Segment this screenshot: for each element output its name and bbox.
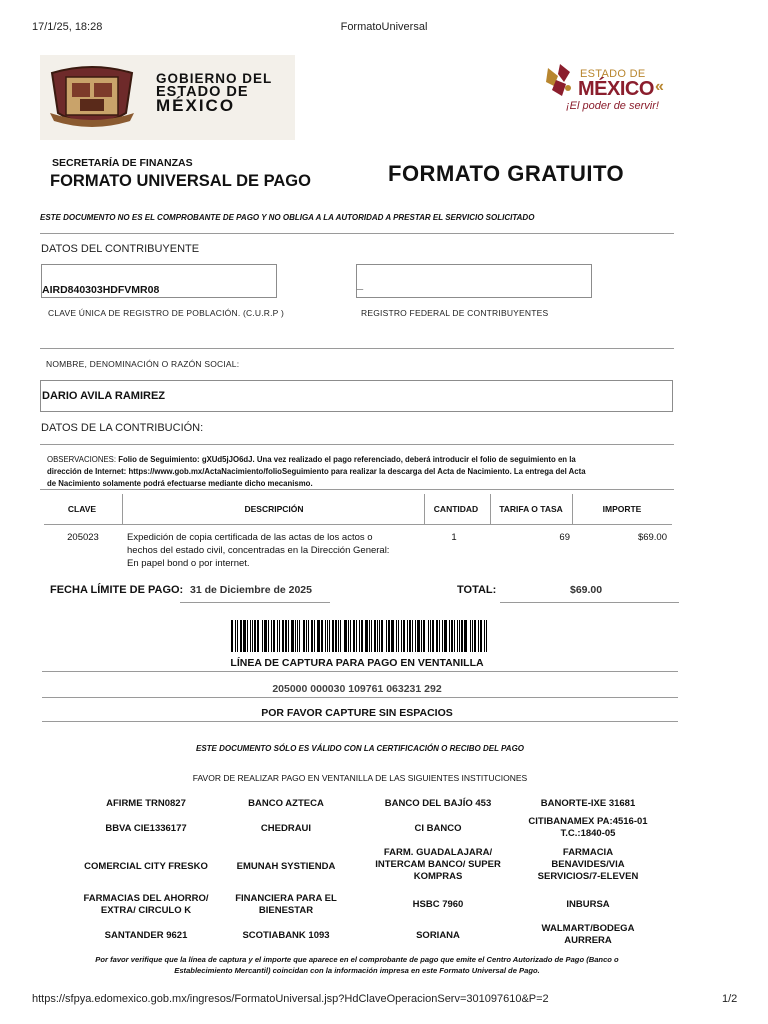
barcode-bar [470,620,471,652]
barcode-bar [472,620,473,652]
barcode-bar [271,620,272,652]
barcode-bar [459,620,460,652]
table-row [44,528,672,572]
barcode-bar [398,620,399,652]
th-cantidad: CANTIDAD [433,504,479,514]
barcode-bar [297,620,298,652]
instituciones-title: FAVOR DE REALIZAR PAGO EN VENTANILLA DE LAS SIGUIENTES INSTITUCIONES [192,773,528,783]
barcode-bar [291,620,294,652]
barcode-bar [299,620,300,652]
barcode-bar [457,620,458,652]
total-value: $69.00 [570,584,603,596]
disclaimer: ESTE DOCUMENTO NO ES EL COMPROBANTE DE PAGO Y NO OBLIGA A LA AUTORIDAD A PRESTAR EL SERVICIO SOLICITADO [40,213,535,222]
barcode-bar [268,620,269,652]
inst-santander: SANTANDER 9621 [104,930,188,941]
th-importe: IMPORTE [602,504,642,514]
barcode-bar [403,620,405,652]
barcode-bar [332,620,334,652]
inst-chedraui: CHEDRAUI [260,823,312,834]
barcode-bar [391,620,394,652]
gov-line1: GOBIERNO DEL [156,71,273,86]
barcode-bar [412,620,413,652]
barcode-bar [369,620,370,652]
instituciones-grid [71,794,671,952]
obs-line1: Folio de Seguimiento: gXUd5jJO6dJ. Una vez realizado el pago referenciado, deberá introducir el folio de seguimiento en la [118,455,576,464]
inst-financiera: FINANCIERA PARA EL BIENESTAR [235,893,337,916]
barcode-bar [486,620,487,652]
coat-of-arms-icon [46,63,138,131]
barcode-bar [325,620,326,652]
print-page: 1/2 [722,993,738,1005]
section-contribucion: DATOS DE LA CONTRIBUCIÓN: [41,422,204,434]
gov-line2: ESTADO DE [156,84,249,100]
barcode-bar [484,620,485,652]
inst-azteca: BANCO AZTECA [248,798,324,809]
barcode-bar [257,620,259,652]
fecha-label: FECHA LÍMITE DE PAGO: [50,584,184,596]
barcode-bar [451,620,453,652]
total-label: TOTAL: [457,584,497,596]
barcode-bar [386,620,387,652]
barcode-bar [365,620,368,652]
barcode-bar [374,620,376,652]
barcode-bar [417,620,420,652]
barcode-bar [444,620,447,652]
barcode-bar [359,620,360,652]
barcode-bar [295,620,296,652]
barcode-bar [335,620,337,652]
validity-note: ESTE DOCUMENTO SÓLO ES VÁLIDO CON LA CERTIFICACIÓN O RECIBO DEL PAGO [195,744,525,753]
inst-city-fresko: COMERCIAL CITY FRESKO [84,861,208,872]
row-cantidad: 1 [451,532,457,543]
barcode-bar [314,620,315,652]
barcode-bar [442,620,443,652]
barcode-bar [409,620,411,652]
curp-value: AIRD840303HDFVMR08 [42,284,160,296]
barcode-bar [388,620,390,652]
barcode-bar [303,620,305,652]
barcode-bar [377,620,378,652]
th-tarifa: TARIFA O TASA [499,504,563,514]
inst-bajio: BANCO DEL BAJÍO 453 [384,798,492,809]
inst-farm-guadalajara: FARM. GUADALAJARA/ INTERCAM BANCO/ SUPER KOMPRAS [375,847,501,882]
barcode-bar [277,620,278,652]
footer-note-line1: Por favor verifique que la línea de captura y el importe que aparece en el comprobante de pago que emite el Centro Autorizado de Pago (Banco o [95,955,619,964]
row-importe: $69.00 [637,532,667,543]
inst-benavides: FARMACIA BENAVIDES/VIA SERVICIOS/7-ELEVEN [537,847,639,882]
th-descripcion: DESCRIPCIÓN [244,504,304,514]
rfc-box [356,264,592,298]
barcode-bar [353,620,355,652]
edo-slogan: ¡El poder de servir! [566,100,659,112]
barcode-bar [288,620,289,652]
barcode-bar [480,620,482,652]
barcode [231,620,493,652]
secretaria: SECRETARÍA DE FINANZAS [52,157,193,169]
barcode-bar [361,620,363,652]
barcode-bar [401,620,402,652]
edomex-logo [538,58,678,118]
rfc-value: _ [357,279,364,291]
captura-note: POR FAVOR CAPTURE SIN ESPACIOS [261,707,453,719]
barcode-bar [449,620,450,652]
barcode-bar [474,620,476,652]
barcode-bar [344,620,347,652]
obs-line2: dirección de Internet: https://www.gob.mx/ActaNacimiento/folioSeguimiento para realizar la descarga del Acta de Nacimiento. La entrega del Acta [47,467,586,476]
row-clave: 205023 [67,532,99,543]
barcode-bar [231,620,233,652]
footer-note [0,955,714,976]
barcode-bar [421,620,422,652]
inst-hsbc: HSBC 7960 [412,899,464,910]
inst-scotiabank: SCOTIABANK 1093 [242,930,330,941]
barcode-bar [243,620,246,652]
barcode-bar [250,620,251,652]
barcode-bar [439,620,440,652]
name-value: DARIO AVILA RAMIREZ [42,390,166,402]
barcode-bar [430,620,431,652]
barcode-bar [454,620,455,652]
barcode-bar [252,620,253,652]
barcode-bar [306,620,307,652]
barcode-bar [235,620,236,652]
inst-inbursa: INBURSA [566,899,610,910]
barcode-bar [279,620,280,652]
barcode-bar [327,620,328,652]
barcode-bar [396,620,397,652]
inst-walmart: WALMART/BODEGA AURRERA [541,923,635,946]
edo-small: ESTADO DE [580,68,646,80]
barcode-bar [423,620,425,652]
name-label: NOMBRE, DENOMINACIÓN O RAZÓN SOCIAL: [46,359,240,369]
barcode-bar [247,620,248,652]
barcode-bar [285,620,287,652]
inst-emunah: EMUNAH SYSTIENDA [236,861,336,872]
barcode-bar [432,620,434,652]
barcode-bar [371,620,372,652]
barcode-bar [381,620,383,652]
inst-citibanamex: CITIBANAMEX PA:4516-01 T.C.:1840-05 [528,816,648,839]
barcode-bar [407,620,408,652]
barcode-bar [379,620,380,652]
chevron-icon: « [655,78,664,95]
print-datetime: 17/1/25, 18:28 [32,21,103,33]
barcode-bar [329,620,330,652]
row-desc-line1: Expedición de copia certificada de las actas de los actos o [127,532,373,543]
barcode-bar [240,620,242,652]
form-title: FORMATO UNIVERSAL DE PAGO [50,172,311,190]
barcode-bar [415,620,416,652]
barcode-bar [464,620,467,652]
obs-line3: de Nacimiento solamente podrá efectuarse mediante dicho mecanismo. [47,479,313,488]
captura-number: 205000 000030 109761 063231 292 [272,683,442,695]
row-desc-line2: hechos del estado civil, concentradas en la Dirección General: [127,545,390,556]
edomex-emblem-icon [540,62,578,98]
inst-bbva: BBVA CIE1336177 [105,823,187,834]
edo-big: MÉXICO [578,78,654,100]
barcode-bar [428,620,429,652]
footer-note-line2: Establecimiento Mercantil) coincidan con la información impresa en este Formato Universal de Pago. [174,965,540,975]
barcode-bar [338,620,339,652]
curp-box [41,264,277,298]
barcode-bar [311,620,313,652]
fecha-value: 31 de Diciembre de 2025 [190,584,312,596]
barcode-bar [356,620,357,652]
barcode-bar [262,620,263,652]
barcode-bar [308,620,309,652]
inst-ahorro: FARMACIAS DEL AHORRO/ EXTRA/ CIRCULO K [83,893,209,916]
th-clave: CLAVE [67,504,97,514]
barcode-bar [478,620,479,652]
name-box [40,380,673,412]
print-title: FormatoUniversal [340,21,428,33]
section-contribuyente: DATOS DEL CONTRIBUYENTE [41,243,200,255]
curp-label: CLAVE ÚNICA DE REGISTRO DE POBLACIÓN. (C.U.R.P ) [48,308,284,318]
barcode-bar [340,620,341,652]
barcode-bar [321,620,323,652]
barcode-bar [264,620,267,652]
gov-line3: MÉXICO [156,96,236,115]
inst-banorte: BANORTE-IXE 31681 [540,798,636,809]
barcode-bar [273,620,275,652]
barcode-bar [436,620,438,652]
gobierno-logo [40,55,295,140]
obs-label: OBSERVACIONES: [47,455,117,464]
barcode-bar [461,620,463,652]
barcode-bar [237,620,238,652]
print-url[interactable]: https://sfpya.edomexico.gob.mx/ingresos/FormatoUniversal.jsp?HdClaveOperacionServ=301097610&P=2 [32,993,549,1005]
observaciones [47,454,677,490]
barcode-bar [254,620,256,652]
table-header [44,494,672,524]
barcode-bar [282,620,284,652]
row-tarifa: 69 [559,532,570,543]
inst-cibanco: CI BANCO [414,823,462,834]
inst-afirme: AFIRME TRN0827 [106,798,186,809]
barcode-bar [348,620,349,652]
row-desc-line3: En papel bond o por internet. [127,558,250,569]
inst-soriana: SORIANA [416,930,460,941]
formato-gratuito: FORMATO GRATUITO [388,161,625,186]
barcode-bar [317,620,320,652]
barcode-bar [350,620,351,652]
captura-label: LÍNEA DE CAPTURA PARA PAGO EN VENTANILLA [230,657,484,669]
rfc-label: REGISTRO FEDERAL DE CONTRIBUYENTES [361,308,549,318]
